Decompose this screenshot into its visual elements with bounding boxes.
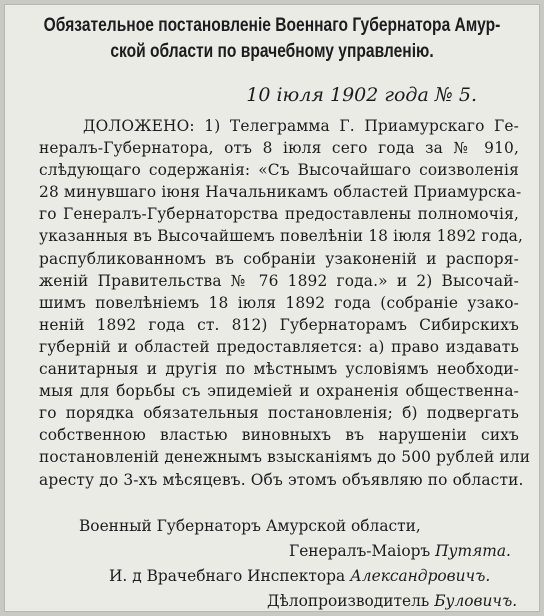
body-line: слѣдующаго содержанія: «Съ Высочайшаго соизволенія	[39, 161, 519, 180]
document-body	[39, 115, 531, 491]
body-line: шимъ повелѣніемъ 18 іюля 1892 года (собраніе узако-	[39, 293, 519, 312]
governor-name: Путята.	[435, 542, 511, 560]
dateline: 10 іюля 1902 года № 5.	[246, 84, 477, 106]
clerk-title: Дѣлопроизводитель	[267, 592, 430, 610]
title-line-2: ской области по врачебному управленію.	[110, 41, 434, 62]
body-line: женій Правительства № 76 1892 года.» и 2) Высочай-	[39, 271, 519, 290]
governor-signature	[289, 540, 511, 562]
body-line: распубликованномъ въ собраніи узаконеній и распоря-	[39, 249, 519, 268]
body-line: постановленій денежнымъ взысканіямъ до 500 рублей или	[39, 448, 531, 467]
body-line: ДОЛОЖЕНО: 1) Телеграмма Г. Приамурскаго Ге-	[83, 117, 519, 135]
inspector-name: Александровичъ.	[350, 567, 491, 585]
governor-rank: Генералъ-Маіоръ	[289, 542, 431, 560]
body-line: собственною властью виновныхъ въ нарушеніи сихъ	[39, 426, 519, 445]
body-line: 28 минувшаго іюня Начальникамъ областей Приамурска-	[39, 183, 522, 202]
clerk-name: Буловичъ.	[434, 592, 518, 610]
body-line: неній 1892 года ст. 812) Губернаторамъ Сибирскихъ	[39, 315, 519, 334]
body-line: санитарныя и другія по мѣстнымъ условіямъ необходи-	[39, 360, 519, 379]
document-page	[4, 4, 540, 612]
clerk-signature	[267, 590, 517, 612]
inspector-signature	[109, 565, 490, 587]
document-title	[20, 13, 523, 65]
inspector-title: И. д Врачебнаго Инспектора	[109, 567, 346, 585]
governor-title: Военный Губернаторъ Амурской области,	[79, 517, 421, 535]
body-line: указанныя въ Высочайшемъ повелѣніи 18 іюля 1892 года,	[39, 227, 524, 246]
body-line: го порядка обязательныя постановленія; б) подвергать	[39, 404, 519, 423]
body-line: аресту до 3-хъ мѣсяцевъ. Объ этомъ объявляю по области.	[39, 470, 524, 489]
body-line: мыя для борьбы съ эпидеміей и охраненія общественна-	[39, 382, 519, 401]
body-line: губерній и областей предоставляется: а) право издавать	[39, 337, 519, 356]
title-line-1: Обязательное постановленіе Военнаго Губернатора Амур-	[43, 15, 501, 36]
body-line: го Генералъ-Губернаторства предоставлены полномочія,	[39, 205, 519, 224]
body-line: нералъ-Губернатора, отъ 8 іюля сего года за № 910,	[39, 139, 519, 158]
